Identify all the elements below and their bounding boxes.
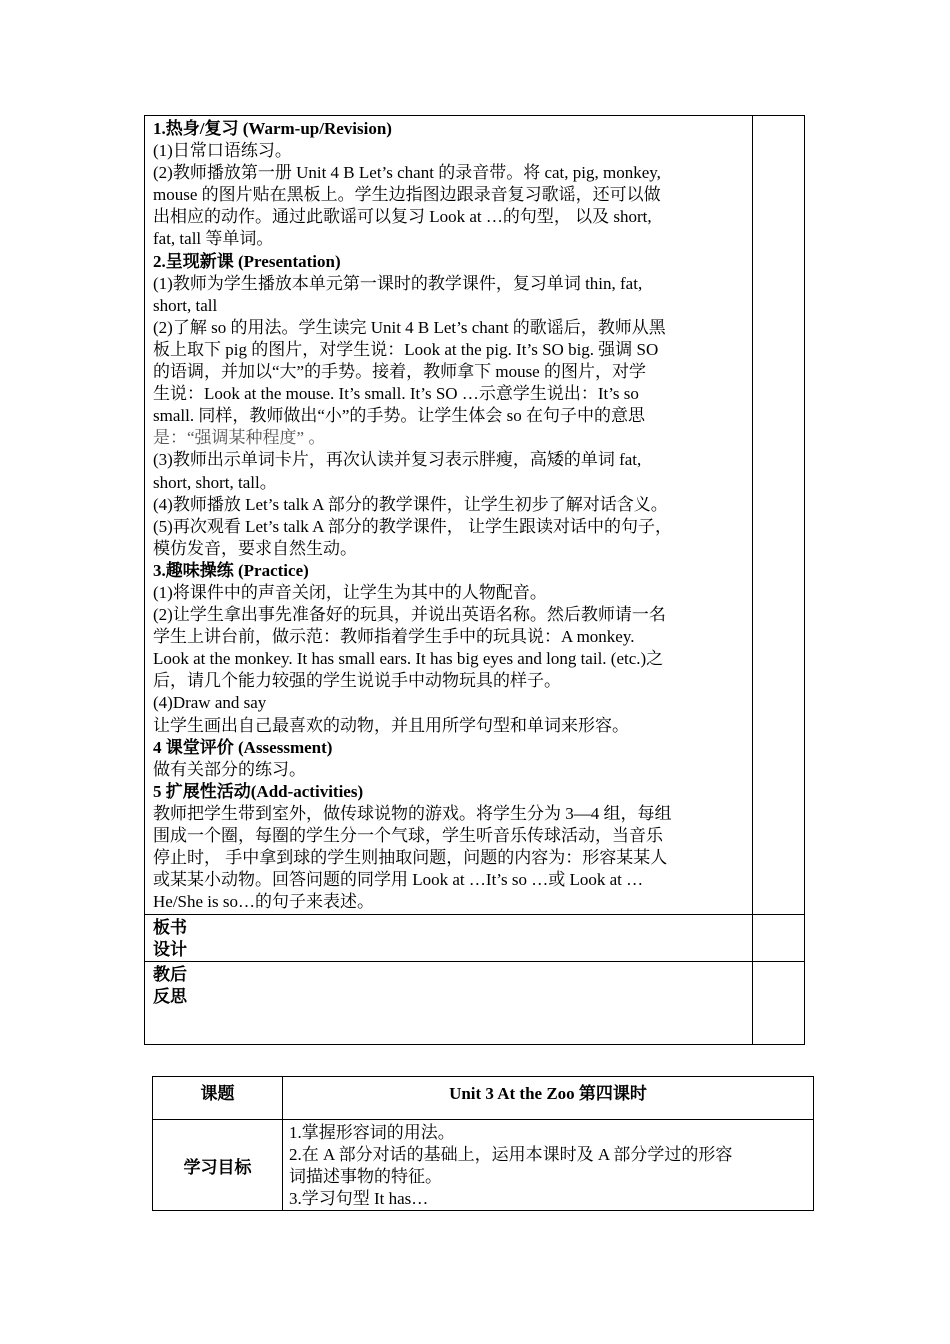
goal-line: 3.学习句型 It has… <box>289 1189 429 1208</box>
process-cell <box>145 116 753 915</box>
reflection-cell <box>145 962 753 1045</box>
board-design-label-1: 板书 <box>153 918 187 937</box>
process-line: fat, tall 等单词。 <box>153 229 274 249</box>
board-design-row <box>145 915 805 962</box>
process-line: (2)教师播放第一册 Unit 4 B Let’s chant 的录音带。将 cat, pig, monkey, <box>153 163 661 183</box>
goals-row <box>153 1120 814 1211</box>
process-line: (1)教师为学生播放本单元第一课时的教学课件，复习单词 thin, fat, <box>153 273 643 293</box>
process-line: 停止时， 手中拿到球的学生则抽取问题，问题的内容为：形容某某人 <box>153 848 668 868</box>
topic-value: Unit 3 At the Zoo 第四课时 <box>283 1077 814 1120</box>
section-heading: 2.呈现新课 (Presentation) <box>153 251 341 271</box>
process-line: 生说：Look at the mouse. It’s small. It’s SO …示意学生说出：It’s so <box>153 384 639 404</box>
lesson-info-table <box>152 1076 814 1211</box>
goal-line: 2.在 A 部分对话的基础上，运用本课时及 A 部分学过的形容 <box>289 1145 733 1164</box>
process-line: 后，请几个能力较强的学生说说手中动物玩具的样子。 <box>153 671 561 691</box>
goal-line: 1.掌握形容词的用法。 <box>289 1123 455 1142</box>
reflection-label-1: 教后 <box>153 965 187 985</box>
section-heading: 4 课堂评价 (Assessment) <box>153 737 333 757</box>
goals-cell <box>283 1120 814 1211</box>
process-line: Look at the monkey. It has small ears. It has big eyes and long tail. (etc.)之 <box>153 649 664 669</box>
process-line: short, short, tall。 <box>153 472 277 492</box>
process-line: (1)将课件中的声音关闭，让学生为其中的人物配音。 <box>153 582 547 602</box>
process-line: (4)Draw and say <box>153 693 267 713</box>
process-line: 学生上讲台前，做示范：教师指着学生手中的玩具说：A monkey. <box>153 627 635 647</box>
reflection-row <box>145 962 805 1045</box>
process-line: small. 同样，教师做出“小”的手势。让学生体会 so 在句子中的意思 <box>153 406 646 426</box>
process-side-cell <box>753 116 805 915</box>
process-line: (3)教师出示单词卡片，再次认读并复习表示胖瘦，高矮的单词 fat, <box>153 450 642 470</box>
process-line: 板上取下 pig 的图片，对学生说：Look at the pig. It’s SO big. 强调 SO <box>153 339 659 359</box>
topic-label: 课题 <box>153 1077 283 1120</box>
topic-row <box>153 1077 814 1120</box>
process-line: (2)了解 so 的用法。学生读完 Unit 4 B Let’s chant 的歌谣后，教师从黑 <box>153 317 666 337</box>
section-heading: 3.趣味操练 (Practice) <box>153 560 309 580</box>
process-line: 是：“强调某种程度” 。 <box>153 428 326 448</box>
reflection-label-2: 反思 <box>153 987 187 1007</box>
process-line: 做有关部分的练习。 <box>153 759 306 779</box>
process-line: (2)让学生拿出事先准备好的玩具，并说出英语名称。然后教师请一名 <box>153 605 666 625</box>
process-line: (5)再次观看 Let’s talk A 部分的教学课件， 让学生跟读对话中的句子， <box>153 516 672 536</box>
board-design-side-cell <box>753 915 805 962</box>
process-line: 出相应的动作。通过此歌谣可以复习 Look at …的句型， 以及 short, <box>153 207 652 227</box>
process-line: mouse 的图片贴在黑板上。学生边指图边跟录音复习歌谣，还可以做 <box>153 185 661 205</box>
process-line: short, tall <box>153 295 218 315</box>
process-line: 或某某小动物。回答问题的同学用 Look at …It’s so …或 Look at … <box>153 870 644 890</box>
process-line: 教师把学生带到室外，做传球说物的游戏。将学生分为 3—4 组，每组 <box>153 803 672 823</box>
reflection-side-cell <box>753 962 805 1045</box>
process-line: He/She is so…的句子来表述。 <box>153 892 374 912</box>
section-heading: 5 扩展性活动(Add-activities) <box>153 781 364 801</box>
goals-label: 学习目标 <box>153 1120 283 1211</box>
process-line: 让学生画出自己最喜欢的动物，并且用所学句型和单词来形容。 <box>153 715 629 735</box>
process-row <box>145 116 805 915</box>
process-line: 的语调，并加以“大”的手势。接着，教师拿下 mouse 的图片，对学 <box>153 362 646 382</box>
process-line: (4)教师播放 Let’s talk A 部分的教学课件，让学生初步了解对话含义。 <box>153 494 668 514</box>
teaching-process-table <box>144 115 805 1045</box>
process-line: 围成一个圈，每圈的学生分一个气球，学生听音乐传球活动，当音乐 <box>153 826 663 845</box>
process-line: 模仿发音，要求自然生动。 <box>153 538 357 558</box>
section-heading: 1.热身/复习 (Warm-up/Revision) <box>153 119 392 138</box>
process-line: (1)日常口语练习。 <box>153 141 292 161</box>
board-design-label-2: 设计 <box>153 940 187 960</box>
goal-line: 词描述事物的特征。 <box>289 1167 442 1186</box>
board-design-cell <box>145 915 753 962</box>
